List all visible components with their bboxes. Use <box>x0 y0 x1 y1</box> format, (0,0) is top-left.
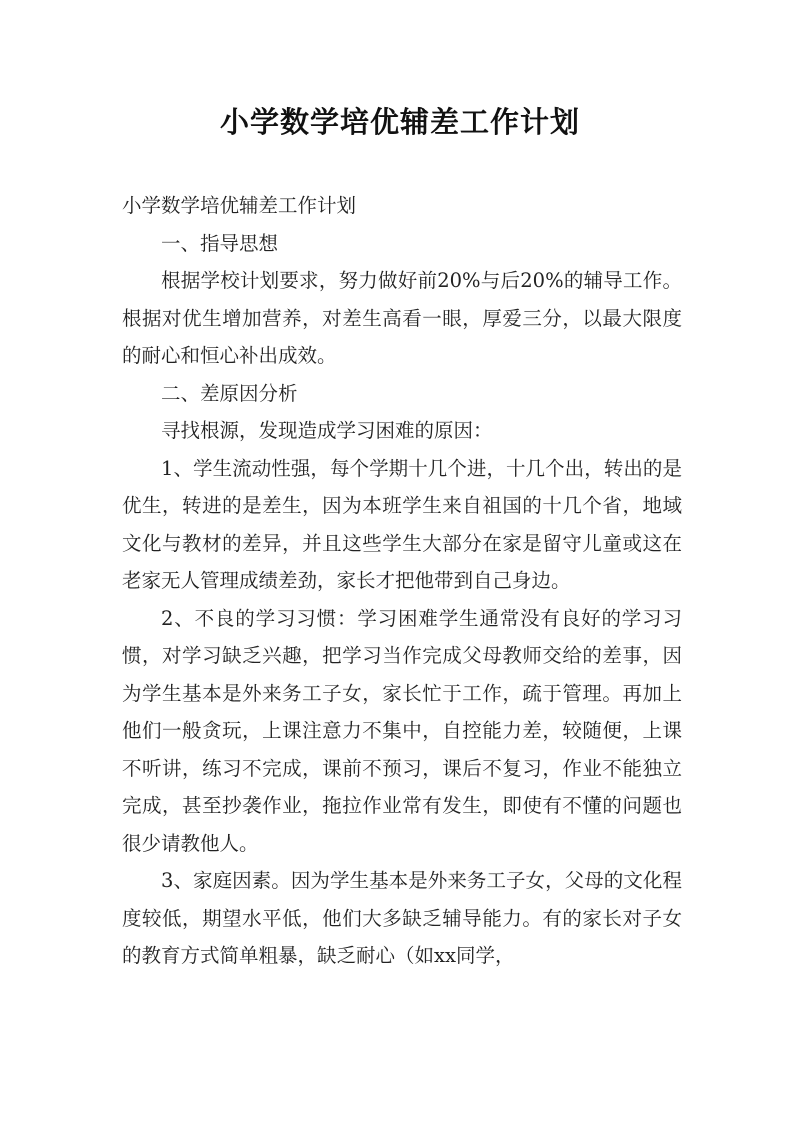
document-title: 小学数学培优辅差工作计划 <box>219 105 580 139</box>
paragraph-guiding-thought: 根据学校计划要求，努力做好前20%与后20%的辅导工作。根据对优生增加营养，对差生高看一眼，厚爱三分，以最大限度的耐心和恒心补出成效。 <box>122 269 682 367</box>
document-subtitle: 小学数学培优辅差工作计划 <box>122 194 357 217</box>
paragraph-find-root: 寻找根源，发现造成学习困难的原因： <box>161 419 493 442</box>
paragraph-cause-2: 2、不良的学习习惯：学习困难学生通常没有良好的学习习惯，对学习缺乏兴趣，把学习当作完成父母教师交给的差事，因为学生基本是外来务工子女，家长忙于工作，疏于管理。再加上他们一般贪玩，上课注意力不集中，自控能力差，较随便，上课不听讲，练习不完成，课前不预习，课后不复习，作业不能独立完成，甚至抄袭作业，拖拉作业常有发生，即使有不懂的问题也很少请教他人。 <box>122 606 682 855</box>
document-body <box>122 187 682 975</box>
section-heading-cause-analysis: 二、差原因分析 <box>161 381 298 405</box>
section-heading-guiding-thought: 一、指导思想 <box>161 231 279 255</box>
paragraph-cause-1: 1、学生流动性强，每个学期十几个进，十几个出，转出的是优生，转进的是差生，因为本班学生来自祖国的十几个省，地域文化与教材的差异，并且这些学生大部分在家是留守儿童或这在老家无人管理成绩差劲，家长才把他带到自己身边。 <box>122 456 682 592</box>
paragraph-cause-3: 3、家庭因素。因为学生基本是外来务工子女，父母的文化程度较低，期望水平低，他们大多缺乏辅导能力。有的家长对子女的教育方式简单粗暴，缺乏耐心（如xx同学， <box>122 869 682 967</box>
